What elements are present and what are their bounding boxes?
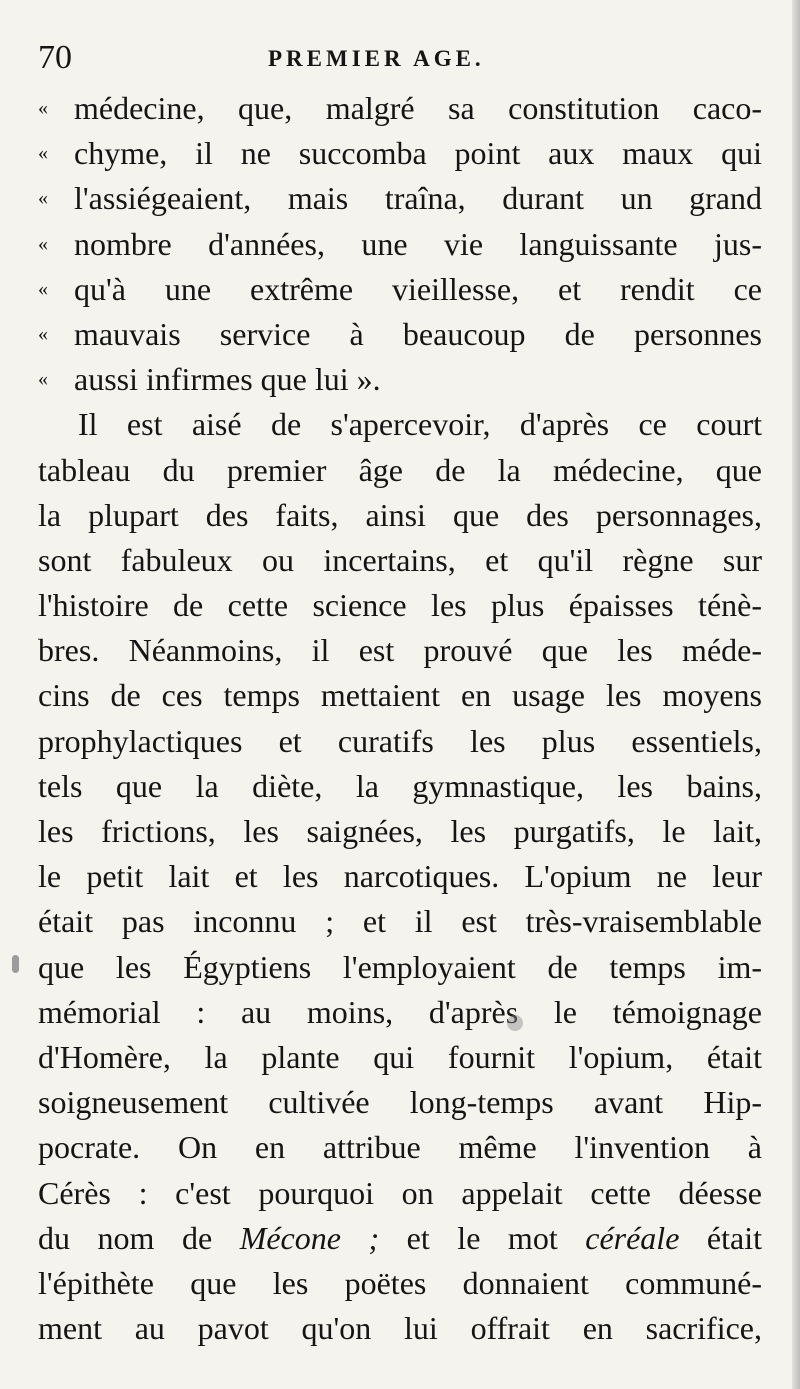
quote-mark: «: [38, 368, 48, 391]
quote-mark: «: [38, 277, 48, 300]
quoted-line-text: qu'à une extrême vieillesse, et rendit ce: [74, 270, 762, 307]
paragraph-line: Cérès : c'est pourquoi on appelait cette déesse: [38, 1174, 762, 1211]
paragraph-line: cins de ces temps mettaient en usage les moyens: [38, 677, 762, 714]
page-number: 70: [38, 39, 72, 76]
paragraph-line: l'épithète que les poëtes donnaient communé-: [38, 1264, 762, 1301]
quoted-line: [38, 86, 762, 131]
quoted-line: [38, 131, 762, 176]
paragraph-line: Il est aisé de s'apercevoir, d'après ce court: [78, 406, 762, 443]
paragraph-line: d'Homère, la plante qui fournit l'opium, était: [38, 1038, 762, 1075]
quoted-line: [38, 267, 762, 312]
paragraph-line: soigneusement cultivée long-temps avant Hip-: [38, 1084, 762, 1121]
quote-mark: «: [38, 97, 48, 119]
paragraph-line-with-italics: [38, 1216, 762, 1261]
paragraph-line: prophylactiques et curatifs les plus essentiels,: [38, 722, 762, 759]
paragraph-line: l'histoire de cette science les plus épaisses ténè-: [38, 587, 762, 624]
quote-mark: «: [38, 232, 48, 255]
text-segment: du nom de: [38, 1219, 213, 1256]
page-edge-shadow: [792, 0, 800, 1389]
body-text: [38, 86, 762, 1351]
paragraph-line: le petit lait et les narcotiques. L'opium ne leur: [38, 858, 762, 895]
running-head: PREMIER AGE.: [268, 46, 485, 71]
paper-stain: [12, 955, 19, 973]
quoted-line-text: mauvais service à beaucoup de personnes: [74, 315, 762, 352]
quoted-line: [38, 357, 762, 402]
ink-spot: [507, 1015, 523, 1031]
paragraph-line: ment au pavot qu'on lui offrait en sacrifice,: [38, 1310, 762, 1347]
paragraph-line: pocrate. On en attribue même l'invention à: [38, 1129, 762, 1166]
quote-mark: «: [38, 322, 48, 345]
quoted-line-text: nombre d'années, une vie languissante jus-: [74, 225, 762, 262]
quoted-line-text: chyme, il ne succomba point aux maux qui: [74, 135, 762, 172]
quoted-line-text: aussi infirmes que lui ».: [74, 361, 381, 398]
paragraph-line: la plupart des faits, ainsi que des personnages,: [38, 496, 762, 533]
paragraph-line: que les Égyptiens l'employaient de temps im-: [38, 948, 762, 985]
italic-term-cereale: céréale: [585, 1219, 680, 1256]
quoted-line-text: médecine, que, malgré sa constitution caco-: [74, 90, 762, 126]
page-header: [38, 38, 758, 82]
quote-mark: «: [38, 142, 48, 165]
paragraph-line: bres. Néanmoins, il est prouvé que les méde-: [38, 632, 762, 669]
text-segment: était: [706, 1219, 762, 1256]
quoted-line: [38, 312, 762, 357]
paragraph-line: était pas inconnu ; et il est très-vraisemblable: [38, 903, 762, 940]
quote-mark: «: [38, 187, 48, 210]
paragraph-line: les frictions, les saignées, les purgatifs, le lait,: [38, 813, 762, 849]
italic-term-mecone: Mécone ;: [239, 1219, 380, 1256]
quoted-line: [38, 222, 762, 267]
text-segment: et le mot: [406, 1219, 558, 1256]
paragraph-line: tels que la diète, la gymnastique, les bains,: [38, 767, 762, 804]
quoted-line: [38, 176, 762, 221]
paragraph-line: sont fabuleux ou incertains, et qu'il règne sur: [38, 541, 762, 578]
paragraph-line: mémorial : au moins, d'après le témoignage: [38, 993, 762, 1030]
paragraph-line: tableau du premier âge de la médecine, que: [38, 451, 762, 488]
quoted-line-text: l'assiégeaient, mais traîna, durant un grand: [74, 180, 762, 217]
